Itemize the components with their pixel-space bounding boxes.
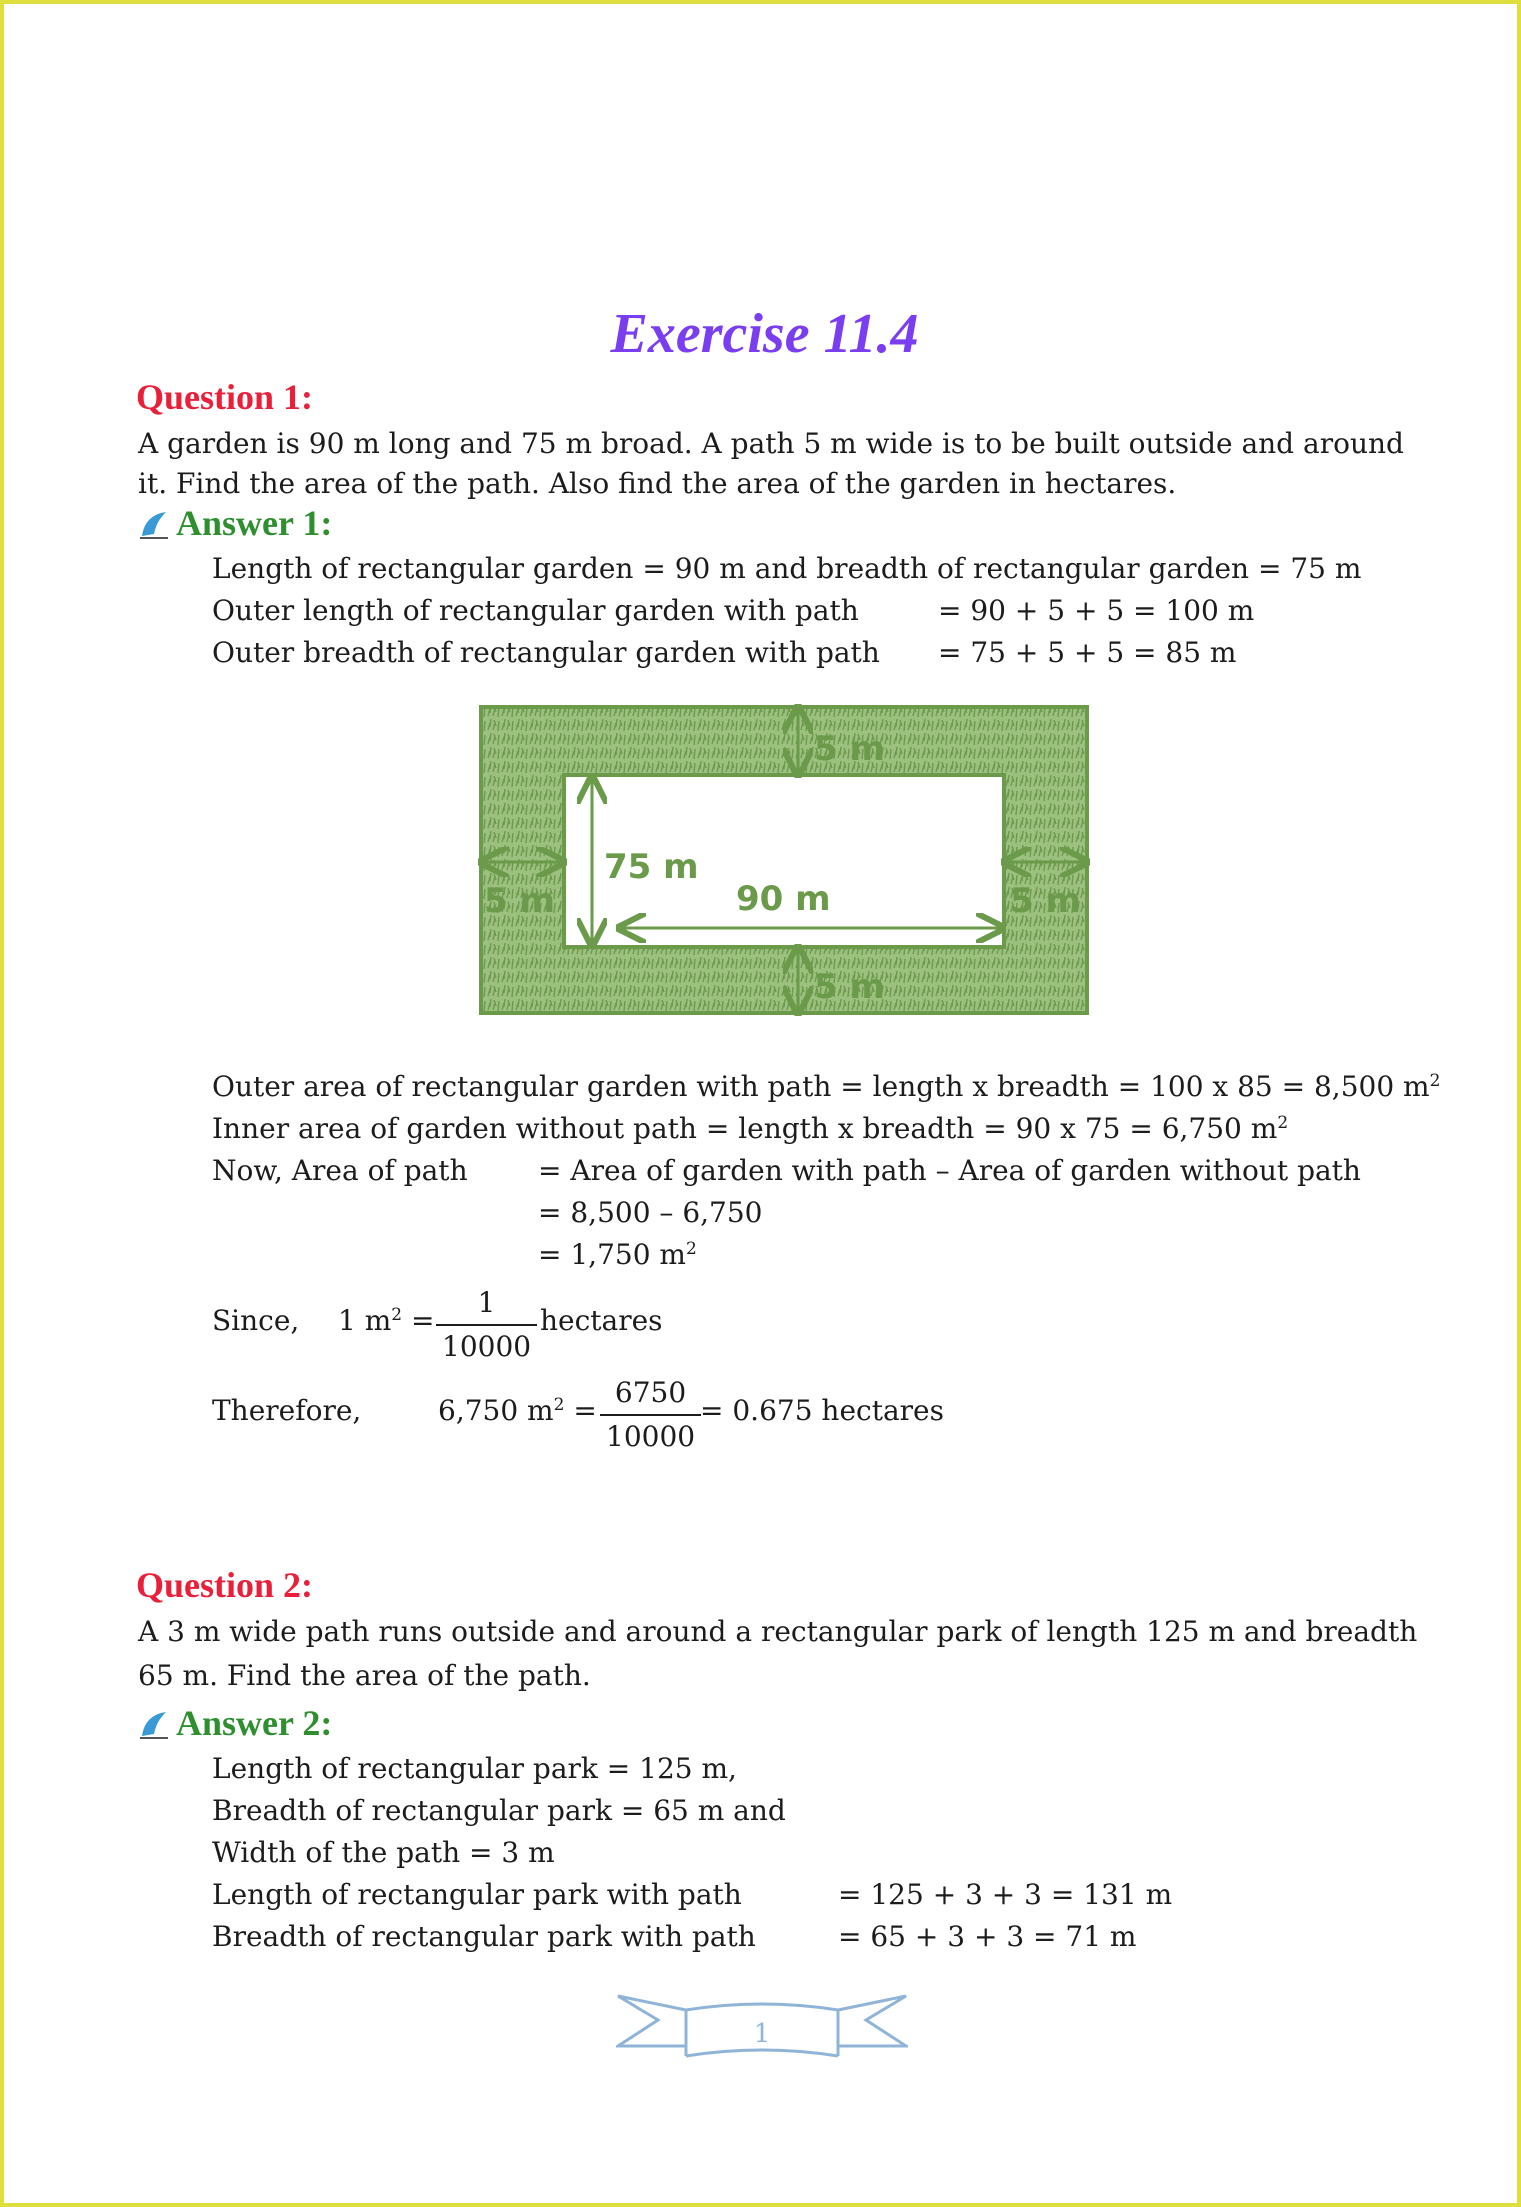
answer-2-heading: Answer 2:: [176, 1703, 333, 1743]
page-number: 1: [753, 2019, 771, 2049]
q1-step-line-1: Length of rectangular garden = 90 m and breadth of rectangular garden = 75 m: [212, 552, 1362, 585]
q1-therefore-fraction: [600, 1376, 701, 1454]
since-denominator: 10000: [442, 1330, 532, 1363]
q1-since-label: Since,: [212, 1304, 300, 1337]
question-2-text-line-2: 65 m. Find the area of the path.: [138, 1659, 591, 1692]
q1-outer-area-line: Outer area of rectangular garden with path = length x breadth = 100 x 85 = 8,500 $m^2$: [212, 1070, 1441, 1103]
question-1-text-line-2: it. Find the area of the path. Also find the area of the garden in hectares.: [138, 467, 1177, 500]
q2-length-with-path-label: Length of rectangular park with path: [212, 1878, 742, 1911]
q1-outer-length-value: = 90 + 5 + 5 = 100 m: [938, 594, 1255, 627]
top-width-label: 5 m: [814, 729, 885, 769]
q2-breadth-with-path-label: Breadth of rectangular park with path: [212, 1920, 756, 1953]
q2-length-with-path-value: = 125 + 3 + 3 = 131 m: [838, 1878, 1173, 1911]
q1-path-eq-1: = Area of garden with path – Area of garden without path: [538, 1154, 1361, 1187]
q2-line-1: Length of rectangular park = 125 m,: [212, 1752, 737, 1785]
therefore-numerator: 6750: [614, 1376, 687, 1409]
q1-therefore-label: Therefore,: [212, 1394, 362, 1427]
q2-line-3: Width of the path = 3 m: [212, 1836, 555, 1869]
bottom-width-label: 5 m: [814, 967, 885, 1007]
therefore-denominator: 10000: [606, 1420, 696, 1453]
question-1-text-line-1: A garden is 90 m long and 75 m broad. A path 5 m wide is to be built outside and around: [138, 427, 1404, 460]
answer-1-heading: Answer 1:: [176, 503, 333, 543]
q1-therefore-lhs: 6,750 $m^2$ =: [438, 1394, 597, 1427]
inner-length-label: 90 m: [736, 879, 831, 919]
q1-since-unit: hectares: [540, 1304, 663, 1337]
q1-therefore-result: = 0.675 hectares: [700, 1394, 944, 1427]
q1-path-eq-2: = 8,500 – 6,750: [538, 1196, 763, 1229]
inner-height-label: 75 m: [604, 847, 699, 887]
q1-inner-area-line: Inner area of garden without path = length x breadth = 90 x 75 = 6,750 $m^2$: [212, 1112, 1289, 1145]
since-numerator: 1: [477, 1286, 496, 1319]
q2-line-2: Breadth of rectangular park = 65 m and: [212, 1794, 786, 1827]
exercise-title: Exercise 11.4: [610, 303, 919, 365]
page-number-ribbon: [616, 1990, 908, 2064]
q1-since-fraction: [436, 1286, 537, 1364]
garden-path-diagram: [478, 704, 1090, 1016]
q1-since-lhs: 1 $m^2$ =: [338, 1304, 435, 1337]
q1-outer-length-label: Outer length of rectangular garden with path: [212, 594, 859, 627]
question-2-heading: Question 2:: [136, 1565, 314, 1605]
question-2-text-line-1: A 3 m wide path runs outside and around a rectangular park of length 125 m and breadth: [138, 1615, 1418, 1648]
left-width-label: 5 m: [484, 881, 555, 921]
right-width-label: 5 m: [1010, 881, 1081, 921]
q1-path-eq-3: = 1,750 $m^2$: [538, 1238, 697, 1271]
q1-outer-breadth-label: Outer breadth of rectangular garden with path: [212, 636, 880, 669]
q2-breadth-with-path-value: = 65 + 3 + 3 = 71 m: [838, 1920, 1137, 1953]
q1-now-label: Now, Area of path: [212, 1154, 468, 1187]
q1-outer-breadth-value: = 75 + 5 + 5 = 85 m: [938, 636, 1237, 669]
answer-logo-icon: [138, 1708, 170, 1740]
question-1-heading: Question 1:: [136, 377, 314, 417]
answer-logo-icon: [138, 508, 170, 540]
